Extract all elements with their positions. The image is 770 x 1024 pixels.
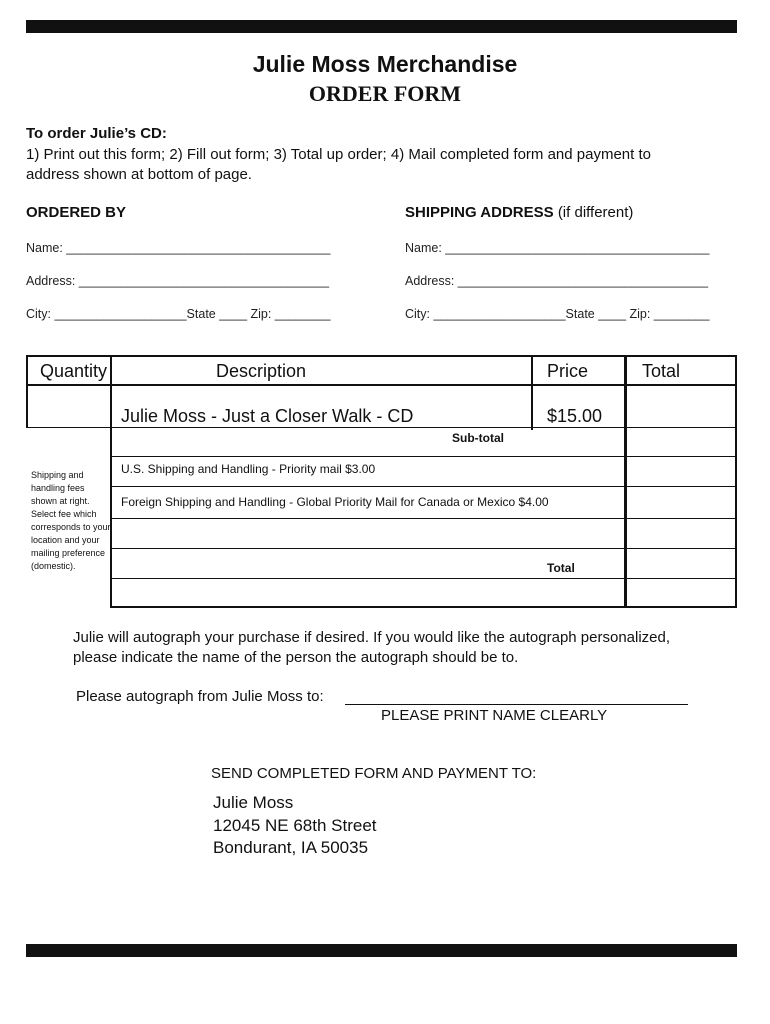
ordered-by-name-field[interactable]: Name: ______________________________________: [26, 241, 331, 255]
shipping-city-field[interactable]: City: ___________________State ____ Zip: ________: [405, 307, 710, 321]
column-header-total: Total: [642, 361, 681, 381]
shipping-name-field[interactable]: Name: ______________________________________: [405, 241, 710, 255]
autograph-info-line-1: Julie will autograph your purchase if desired. If you would like the autograph personalized,: [73, 629, 671, 646]
autograph-info-line-2: please indicate the name of the person the autograph should be to.: [73, 649, 519, 666]
table-row-divider: [112, 518, 737, 519]
ordered-by-city-field[interactable]: City: ___________________State ____ Zip: ________: [26, 307, 331, 321]
instructions-line-1: 1) Print out this form; 2) Fill out form; 3) Total up order; 4) Mail completed form and payment to: [26, 146, 651, 163]
grand-total-cell[interactable]: [627, 579, 735, 606]
mailing-heading: SEND COMPLETED FORM AND PAYMENT TO:: [211, 765, 537, 782]
table-row-divider: [112, 548, 737, 549]
table-border-bottom: [112, 606, 737, 608]
ordered-by-heading: ORDERED BY: [26, 204, 127, 221]
bottom-bar: [26, 944, 737, 957]
shipping-address-field[interactable]: Address: ____________________________________: [405, 274, 709, 288]
item-description: Julie Moss - Just a Closer Walk - CD: [121, 406, 414, 426]
shipping-address-heading: [405, 204, 633, 221]
column-header-quantity: Quantity: [40, 361, 108, 381]
shipping-option-foreign[interactable]: Foreign Shipping and Handling - Global Priority Mail for Canada or Mexico $4.00: [121, 495, 549, 509]
shipping-address-note: (if different): [557, 204, 634, 221]
autograph-name-input[interactable]: [345, 704, 688, 705]
item-quantity-cell[interactable]: [28, 386, 110, 427]
subtotal-label: Sub-total: [452, 431, 504, 445]
mailing-name: Julie Moss: [213, 793, 294, 812]
shipping-address-label: SHIPPING ADDRESS: [405, 204, 554, 221]
item-price: $15.00: [547, 406, 603, 426]
subtotal-total-cell[interactable]: [627, 428, 735, 456]
table-border-right: [735, 355, 737, 608]
autograph-prompt: Please autograph from Julie Moss to:: [76, 688, 324, 705]
column-header-description: Description: [216, 361, 307, 381]
ordered-by-address-field[interactable]: Address: ____________________________________: [26, 274, 330, 288]
instructions-line-2: address shown at bottom of page.: [26, 166, 252, 183]
print-name-note: PLEASE PRINT NAME CLEARLY: [381, 707, 608, 724]
table-border-top: [26, 355, 737, 357]
table-row-divider: [112, 486, 737, 487]
mailing-city: Bondurant, IA 50035: [213, 838, 369, 857]
item-total-cell[interactable]: [627, 386, 735, 427]
table-row-divider: [112, 456, 737, 457]
table-column-divider: [531, 355, 533, 430]
page-title: Julie Moss Merchandise: [252, 51, 518, 77]
shipping-fee-note: Shipping and handling fees shown at right. Select fee which corresponds to your location and your mailing preference (domestic).: [31, 470, 111, 571]
form-subtitle: ORDER FORM: [308, 81, 462, 106]
instructions-heading: To order Julie’s CD:: [26, 125, 167, 142]
grand-total-label: Total: [547, 561, 575, 575]
shipping-option-us[interactable]: U.S. Shipping and Handling - Priority mail $3.00: [121, 462, 376, 476]
column-header-price: Price: [547, 361, 589, 381]
top-bar: [26, 20, 737, 33]
mailing-street: 12045 NE 68th Street: [213, 816, 377, 835]
